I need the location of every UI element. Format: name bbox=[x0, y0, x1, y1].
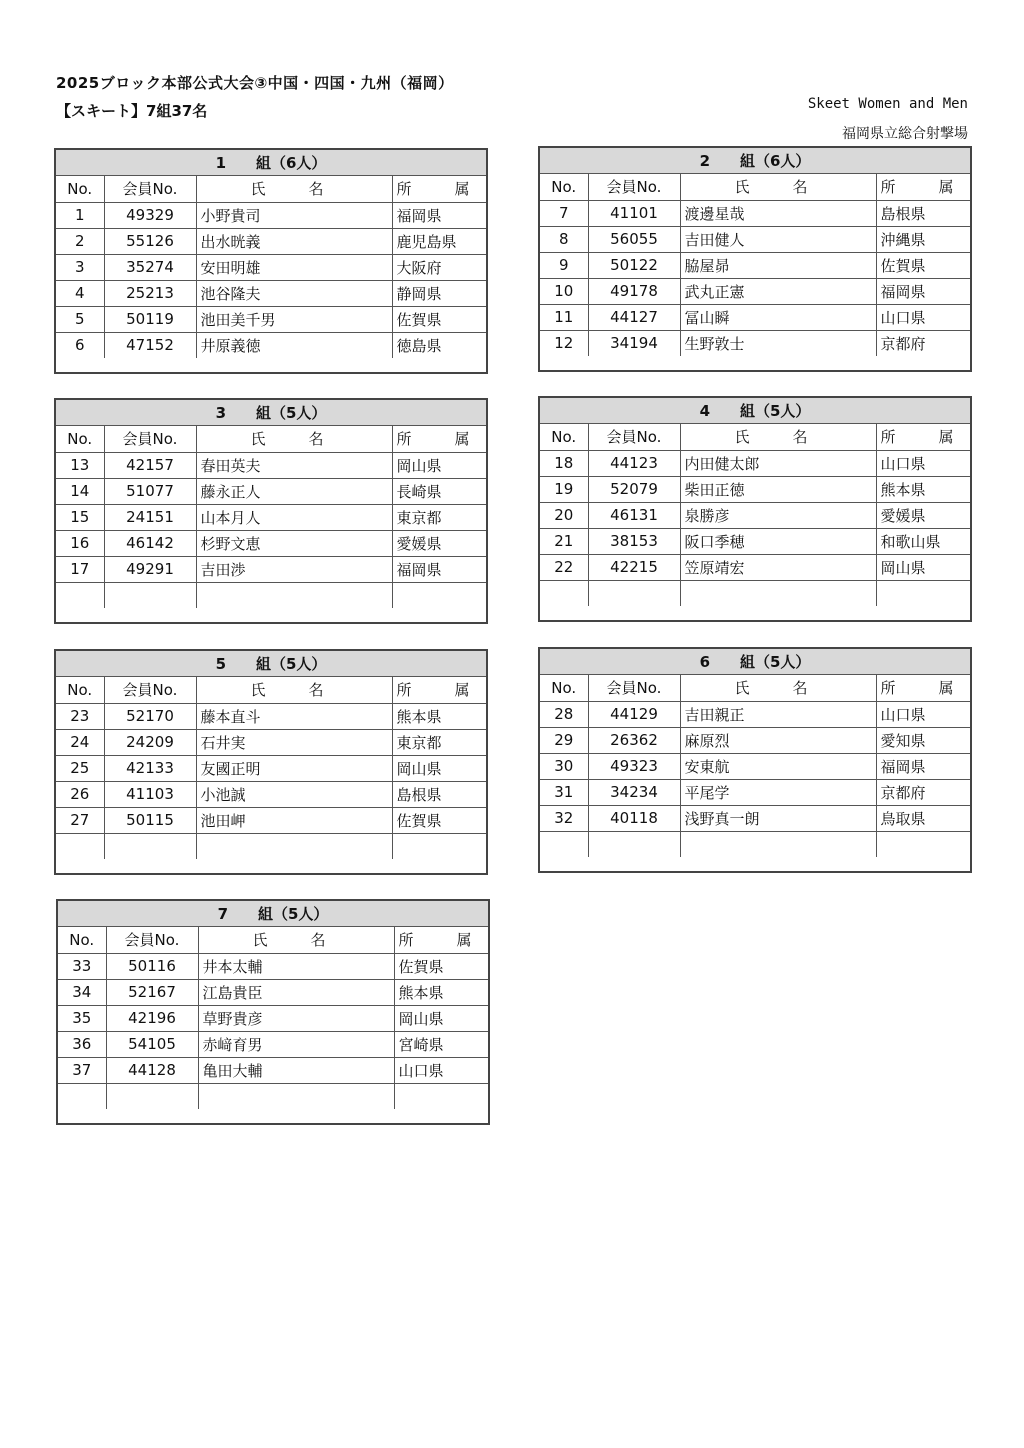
member-no: 34234 bbox=[588, 779, 680, 805]
affiliation: 和歌山県 bbox=[876, 528, 970, 554]
col-header-no: No. bbox=[58, 927, 106, 953]
affiliation: 佐賀県 bbox=[876, 252, 970, 278]
group-table bbox=[56, 176, 486, 358]
table-row bbox=[540, 226, 970, 252]
table-row bbox=[56, 582, 486, 608]
member-no: 34194 bbox=[588, 330, 680, 356]
col-header-name: 氏 名 bbox=[196, 677, 392, 703]
row-no bbox=[540, 580, 588, 606]
row-no: 31 bbox=[540, 779, 588, 805]
affiliation: 佐賀県 bbox=[394, 953, 488, 979]
affiliation: 島根県 bbox=[876, 200, 970, 226]
row-no: 9 bbox=[540, 252, 588, 278]
member-no: 46142 bbox=[104, 530, 196, 556]
shooter-name: 出水晄義 bbox=[196, 228, 392, 254]
col-header-affiliation: 所 属 bbox=[876, 424, 970, 450]
row-no: 27 bbox=[56, 807, 104, 833]
affiliation: 福岡県 bbox=[876, 753, 970, 779]
row-no: 1 bbox=[56, 202, 104, 228]
shooter-name: 江島貴臣 bbox=[198, 979, 394, 1005]
row-no: 19 bbox=[540, 476, 588, 502]
row-no: 2 bbox=[56, 228, 104, 254]
group-3 bbox=[54, 398, 488, 624]
affiliation bbox=[392, 582, 486, 608]
event-name: Skeet Women and Men bbox=[807, 96, 968, 112]
affiliation: 徳島県 bbox=[392, 332, 486, 358]
shooter-name: 杉野文恵 bbox=[196, 530, 392, 556]
row-no: 16 bbox=[56, 530, 104, 556]
affiliation: 宮崎県 bbox=[394, 1031, 488, 1057]
table-row bbox=[540, 502, 970, 528]
shooter-name: 藤永正人 bbox=[196, 478, 392, 504]
row-no bbox=[540, 831, 588, 857]
row-no: 6 bbox=[56, 332, 104, 358]
affiliation bbox=[876, 831, 970, 857]
affiliation bbox=[394, 1083, 488, 1109]
row-no: 20 bbox=[540, 502, 588, 528]
member-no: 44128 bbox=[106, 1057, 198, 1083]
table-row bbox=[58, 1083, 488, 1109]
affiliation: 愛知県 bbox=[876, 727, 970, 753]
affiliation: 島根県 bbox=[392, 781, 486, 807]
table-header-row bbox=[540, 424, 970, 450]
table-row bbox=[56, 729, 486, 755]
row-no: 28 bbox=[540, 701, 588, 727]
member-no: 52170 bbox=[104, 703, 196, 729]
shooter-name: 内田健太郎 bbox=[680, 450, 876, 476]
group-5 bbox=[54, 649, 488, 875]
document-title: 2025ブロック本部公式大会③中国・四国・九州（福岡） bbox=[56, 74, 454, 92]
col-header-no: No. bbox=[540, 675, 588, 701]
affiliation: 福岡県 bbox=[392, 556, 486, 582]
table-row bbox=[56, 452, 486, 478]
group-header: 4 組（5人） bbox=[540, 398, 970, 424]
col-header-name: 氏 名 bbox=[680, 174, 876, 200]
member-no bbox=[104, 833, 196, 859]
group-header: 3 組（5人） bbox=[56, 400, 486, 426]
table-row bbox=[56, 332, 486, 358]
table-row bbox=[56, 530, 486, 556]
col-header-name: 氏 名 bbox=[196, 426, 392, 452]
shooter-name bbox=[680, 831, 876, 857]
shooter-name bbox=[198, 1083, 394, 1109]
member-no: 49329 bbox=[104, 202, 196, 228]
group-table bbox=[540, 424, 970, 606]
group-header: 7 組（5人） bbox=[58, 901, 488, 927]
member-no: 25213 bbox=[104, 280, 196, 306]
shooter-name: 石井実 bbox=[196, 729, 392, 755]
col-header-name: 氏 名 bbox=[196, 176, 392, 202]
table-row bbox=[540, 805, 970, 831]
shooter-name: 脇屋昴 bbox=[680, 252, 876, 278]
affiliation: 沖縄県 bbox=[876, 226, 970, 252]
table-row bbox=[540, 252, 970, 278]
table-row bbox=[540, 528, 970, 554]
shooter-name: 渡邊星哉 bbox=[680, 200, 876, 226]
affiliation: 熊本県 bbox=[392, 703, 486, 729]
member-no: 50119 bbox=[104, 306, 196, 332]
row-no: 10 bbox=[540, 278, 588, 304]
row-no: 21 bbox=[540, 528, 588, 554]
affiliation: 熊本県 bbox=[394, 979, 488, 1005]
affiliation: 岡山県 bbox=[394, 1005, 488, 1031]
row-no: 26 bbox=[56, 781, 104, 807]
shooter-name: 井本太輔 bbox=[198, 953, 394, 979]
shooter-name: 春田英夫 bbox=[196, 452, 392, 478]
member-no bbox=[104, 582, 196, 608]
affiliation bbox=[392, 833, 486, 859]
group-6 bbox=[538, 647, 972, 873]
shooter-name: 小野貴司 bbox=[196, 202, 392, 228]
row-no: 25 bbox=[56, 755, 104, 781]
shooter-name: 武丸正憲 bbox=[680, 278, 876, 304]
shooter-name bbox=[680, 580, 876, 606]
col-header-affiliation: 所 属 bbox=[876, 174, 970, 200]
affiliation: 岡山県 bbox=[392, 755, 486, 781]
row-no: 37 bbox=[58, 1057, 106, 1083]
table-row bbox=[56, 781, 486, 807]
shooter-name bbox=[196, 833, 392, 859]
table-row bbox=[540, 727, 970, 753]
row-no: 7 bbox=[540, 200, 588, 226]
table-row bbox=[56, 306, 486, 332]
shooter-name: 安田明雄 bbox=[196, 254, 392, 280]
table-row bbox=[56, 202, 486, 228]
table-row bbox=[540, 200, 970, 226]
affiliation: 鹿児島県 bbox=[392, 228, 486, 254]
member-no: 26362 bbox=[588, 727, 680, 753]
shooter-name: 友國正明 bbox=[196, 755, 392, 781]
col-header-name: 氏 名 bbox=[680, 675, 876, 701]
shooter-name: 草野貴彦 bbox=[198, 1005, 394, 1031]
table-row bbox=[56, 556, 486, 582]
member-no: 44127 bbox=[588, 304, 680, 330]
table-row bbox=[58, 1031, 488, 1057]
col-header-no: No. bbox=[56, 426, 104, 452]
row-no: 18 bbox=[540, 450, 588, 476]
member-no: 42157 bbox=[104, 452, 196, 478]
table-row bbox=[540, 753, 970, 779]
col-header-member-no: 会員No. bbox=[104, 176, 196, 202]
group-header: 5 組（5人） bbox=[56, 651, 486, 677]
affiliation: 岡山県 bbox=[392, 452, 486, 478]
affiliation: 静岡県 bbox=[392, 280, 486, 306]
member-no: 42133 bbox=[104, 755, 196, 781]
member-no: 24151 bbox=[104, 504, 196, 530]
row-no: 13 bbox=[56, 452, 104, 478]
member-no: 55126 bbox=[104, 228, 196, 254]
table-row bbox=[56, 703, 486, 729]
col-header-name: 氏 名 bbox=[680, 424, 876, 450]
affiliation: 山口県 bbox=[876, 701, 970, 727]
affiliation: 大阪府 bbox=[392, 254, 486, 280]
shooter-name: 麻原烈 bbox=[680, 727, 876, 753]
row-no: 12 bbox=[540, 330, 588, 356]
member-no: 49323 bbox=[588, 753, 680, 779]
row-no: 5 bbox=[56, 306, 104, 332]
row-no: 24 bbox=[56, 729, 104, 755]
affiliation: 京都府 bbox=[876, 779, 970, 805]
table-row bbox=[540, 450, 970, 476]
affiliation: 佐賀県 bbox=[392, 306, 486, 332]
group-table bbox=[540, 174, 970, 356]
shooter-name: 池谷隆夫 bbox=[196, 280, 392, 306]
table-row bbox=[56, 280, 486, 306]
table-row bbox=[540, 554, 970, 580]
group-1 bbox=[54, 148, 488, 374]
member-no: 49178 bbox=[588, 278, 680, 304]
col-header-affiliation: 所 属 bbox=[876, 675, 970, 701]
row-no: 34 bbox=[58, 979, 106, 1005]
table-row bbox=[58, 979, 488, 1005]
affiliation: 福岡県 bbox=[876, 278, 970, 304]
table-header-row bbox=[540, 174, 970, 200]
col-header-member-no: 会員No. bbox=[104, 677, 196, 703]
shooter-name: 池田美千男 bbox=[196, 306, 392, 332]
shooter-name: 亀田大輔 bbox=[198, 1057, 394, 1083]
member-no bbox=[588, 580, 680, 606]
shooter-name: 吉田健人 bbox=[680, 226, 876, 252]
col-header-no: No. bbox=[56, 677, 104, 703]
table-row bbox=[540, 304, 970, 330]
member-no: 50116 bbox=[106, 953, 198, 979]
member-no: 51077 bbox=[104, 478, 196, 504]
member-no: 42196 bbox=[106, 1005, 198, 1031]
affiliation: 東京都 bbox=[392, 729, 486, 755]
group-header: 6 組（5人） bbox=[540, 649, 970, 675]
affiliation: 山口県 bbox=[876, 304, 970, 330]
table-header-row bbox=[56, 176, 486, 202]
affiliation: 山口県 bbox=[394, 1057, 488, 1083]
member-no: 54105 bbox=[106, 1031, 198, 1057]
member-no: 44123 bbox=[588, 450, 680, 476]
col-header-member-no: 会員No. bbox=[588, 675, 680, 701]
col-header-no: No. bbox=[540, 424, 588, 450]
affiliation: 鳥取県 bbox=[876, 805, 970, 831]
row-no bbox=[56, 833, 104, 859]
row-no: 15 bbox=[56, 504, 104, 530]
shooter-name bbox=[196, 582, 392, 608]
shooter-name: 冨山瞬 bbox=[680, 304, 876, 330]
col-header-affiliation: 所 属 bbox=[392, 677, 486, 703]
member-no: 41101 bbox=[588, 200, 680, 226]
row-no bbox=[58, 1083, 106, 1109]
col-header-affiliation: 所 属 bbox=[392, 426, 486, 452]
row-no: 35 bbox=[58, 1005, 106, 1031]
table-row bbox=[540, 580, 970, 606]
col-header-member-no: 会員No. bbox=[588, 174, 680, 200]
member-no: 35274 bbox=[104, 254, 196, 280]
group-4 bbox=[538, 396, 972, 622]
shooter-name: 藤本直斗 bbox=[196, 703, 392, 729]
member-no: 41103 bbox=[104, 781, 196, 807]
shooter-name: 山本月人 bbox=[196, 504, 392, 530]
col-header-no: No. bbox=[540, 174, 588, 200]
member-no bbox=[588, 831, 680, 857]
group-table bbox=[56, 426, 486, 608]
affiliation: 山口県 bbox=[876, 450, 970, 476]
shooter-name: 池田岬 bbox=[196, 807, 392, 833]
group-table bbox=[540, 675, 970, 857]
table-header-row bbox=[58, 927, 488, 953]
table-header-row bbox=[56, 426, 486, 452]
table-row bbox=[58, 1005, 488, 1031]
affiliation bbox=[876, 580, 970, 606]
member-no: 24209 bbox=[104, 729, 196, 755]
row-no: 17 bbox=[56, 556, 104, 582]
shooter-name: 吉田親正 bbox=[680, 701, 876, 727]
row-no: 11 bbox=[540, 304, 588, 330]
document-subtitle: 【スキート】7組37名 bbox=[56, 102, 208, 120]
table-row bbox=[540, 278, 970, 304]
col-header-affiliation: 所 属 bbox=[392, 176, 486, 202]
row-no: 29 bbox=[540, 727, 588, 753]
table-row bbox=[56, 478, 486, 504]
affiliation: 岡山県 bbox=[876, 554, 970, 580]
member-no: 47152 bbox=[104, 332, 196, 358]
col-header-no: No. bbox=[56, 176, 104, 202]
table-row bbox=[56, 254, 486, 280]
shooter-name: 赤﨑育男 bbox=[198, 1031, 394, 1057]
affiliation: 東京都 bbox=[392, 504, 486, 530]
member-no: 52079 bbox=[588, 476, 680, 502]
table-row bbox=[58, 1057, 488, 1083]
affiliation: 京都府 bbox=[876, 330, 970, 356]
table-row bbox=[540, 476, 970, 502]
row-no bbox=[56, 582, 104, 608]
table-row bbox=[540, 330, 970, 356]
shooter-name: 井原義徳 bbox=[196, 332, 392, 358]
table-row bbox=[540, 701, 970, 727]
table-row bbox=[56, 504, 486, 530]
col-header-affiliation: 所 属 bbox=[394, 927, 488, 953]
col-header-name: 氏 名 bbox=[198, 927, 394, 953]
shooter-name: 笠原靖宏 bbox=[680, 554, 876, 580]
shooter-name: 柴田正徳 bbox=[680, 476, 876, 502]
row-no: 32 bbox=[540, 805, 588, 831]
member-no: 49291 bbox=[104, 556, 196, 582]
table-row bbox=[540, 831, 970, 857]
shooter-name: 阪口季穂 bbox=[680, 528, 876, 554]
shooter-name: 小池誠 bbox=[196, 781, 392, 807]
group-table bbox=[56, 677, 486, 859]
shooter-name: 浅野真一朗 bbox=[680, 805, 876, 831]
table-header-row bbox=[56, 677, 486, 703]
group-header: 1 組（6人） bbox=[56, 150, 486, 176]
member-no: 40118 bbox=[588, 805, 680, 831]
row-no: 36 bbox=[58, 1031, 106, 1057]
table-header-row bbox=[540, 675, 970, 701]
affiliation: 福岡県 bbox=[392, 202, 486, 228]
table-row bbox=[540, 779, 970, 805]
shooter-name: 安東航 bbox=[680, 753, 876, 779]
row-no: 8 bbox=[540, 226, 588, 252]
member-no bbox=[106, 1083, 198, 1109]
affiliation: 佐賀県 bbox=[392, 807, 486, 833]
col-header-member-no: 会員No. bbox=[106, 927, 198, 953]
row-no: 14 bbox=[56, 478, 104, 504]
affiliation: 愛媛県 bbox=[876, 502, 970, 528]
member-no: 46131 bbox=[588, 502, 680, 528]
col-header-member-no: 会員No. bbox=[588, 424, 680, 450]
affiliation: 熊本県 bbox=[876, 476, 970, 502]
member-no: 42215 bbox=[588, 554, 680, 580]
affiliation: 長崎県 bbox=[392, 478, 486, 504]
member-no: 50115 bbox=[104, 807, 196, 833]
row-no: 23 bbox=[56, 703, 104, 729]
member-no: 44129 bbox=[588, 701, 680, 727]
table-row bbox=[56, 228, 486, 254]
table-row bbox=[56, 755, 486, 781]
row-no: 4 bbox=[56, 280, 104, 306]
member-no: 56055 bbox=[588, 226, 680, 252]
group-header: 2 組（6人） bbox=[540, 148, 970, 174]
shooter-name: 生野敦士 bbox=[680, 330, 876, 356]
member-no: 52167 bbox=[106, 979, 198, 1005]
member-no: 50122 bbox=[588, 252, 680, 278]
table-row bbox=[56, 833, 486, 859]
group-2 bbox=[538, 146, 972, 372]
row-no: 33 bbox=[58, 953, 106, 979]
row-no: 3 bbox=[56, 254, 104, 280]
row-no: 30 bbox=[540, 753, 588, 779]
table-row bbox=[58, 953, 488, 979]
shooter-name: 泉勝彦 bbox=[680, 502, 876, 528]
shooter-name: 平尾学 bbox=[680, 779, 876, 805]
row-no: 22 bbox=[540, 554, 588, 580]
col-header-member-no: 会員No. bbox=[104, 426, 196, 452]
venue-name: 福岡県立総合射撃場 bbox=[842, 126, 968, 142]
group-table bbox=[58, 927, 488, 1109]
table-row bbox=[56, 807, 486, 833]
group-7 bbox=[56, 899, 490, 1125]
affiliation: 愛媛県 bbox=[392, 530, 486, 556]
shooter-name: 吉田渉 bbox=[196, 556, 392, 582]
member-no: 38153 bbox=[588, 528, 680, 554]
